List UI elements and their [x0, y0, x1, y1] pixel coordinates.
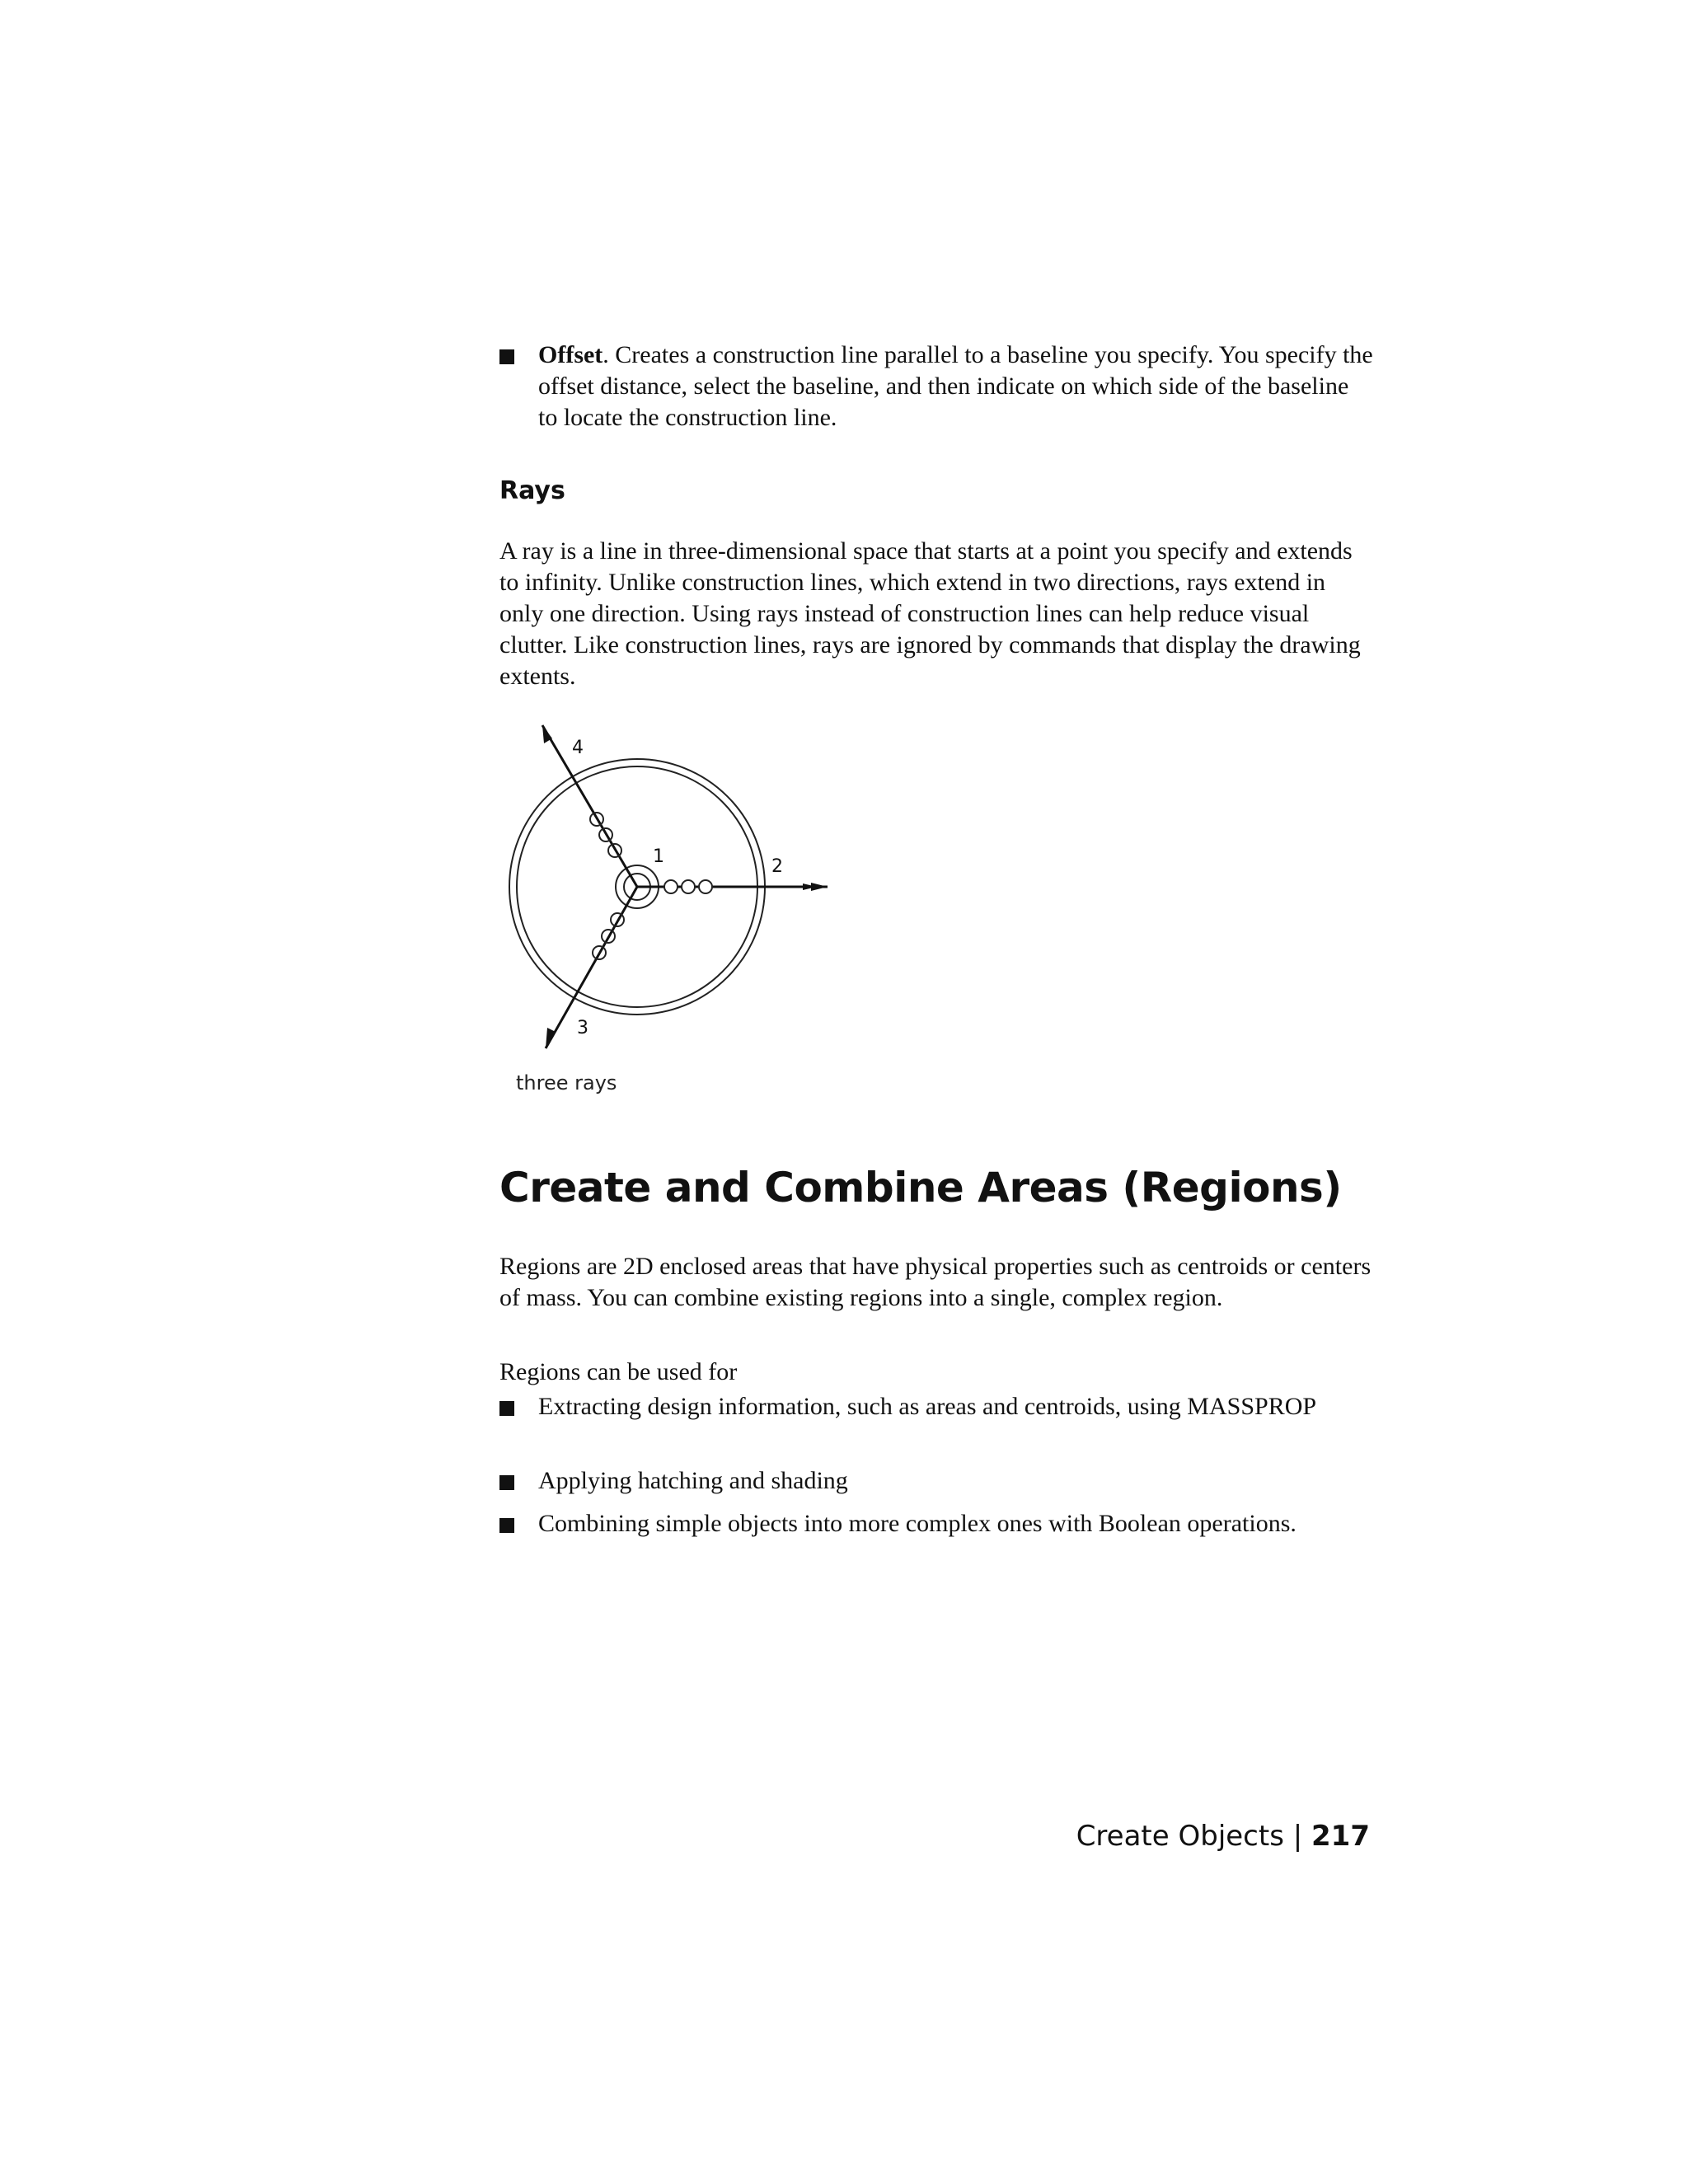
ray-2-marker	[699, 880, 712, 893]
ray-4	[542, 725, 637, 887]
footer-chapter: Create Objects	[1076, 1820, 1284, 1853]
offset-text: . Creates a construction line parallel to a baseline you specify. You specify the offset distance, select the baseline, and then indicate on which side of the baseline to locate the construction line.	[538, 341, 1373, 431]
offset-description	[538, 340, 1373, 434]
ray-3	[546, 887, 637, 1048]
ray-2-marker	[664, 880, 678, 893]
label-4: 4	[572, 738, 584, 758]
offset-bullet-item	[499, 340, 1373, 434]
list-item: Applying hatching and shading	[538, 1467, 848, 1494]
bullet-marker	[499, 1518, 514, 1533]
page-footer	[1076, 1820, 1370, 1853]
bullet-marker	[499, 1401, 514, 1416]
three-rays-diagram	[499, 719, 846, 1106]
rays-paragraph: A ray is a line in three-dimensional space that starts at a point you specify and extends to infinity. Unlike construction lines, which extend in two directions, rays extend in only one direction. Using rays instead of construction lines can help reduce visual clutter. Like construction lines, rays are ignored by commands that display the drawing extents.	[499, 537, 1361, 690]
list-item: Combining simple objects into more complex ones with Boolean operations.	[538, 1510, 1296, 1537]
rays-heading: Rays	[499, 476, 565, 505]
bullet-marker	[499, 349, 514, 364]
three-rays-figure	[499, 719, 846, 1109]
regions-bullet-item	[499, 1391, 1373, 1422]
label-2: 2	[771, 856, 783, 877]
regions-lead: Regions can be used for	[499, 1358, 738, 1385]
list-item: Extracting design information, such as areas and centroids, using MASSPROP	[538, 1393, 1317, 1420]
figure-caption: three rays	[516, 1071, 617, 1094]
label-1: 1	[653, 846, 664, 867]
footer-separator: |	[1292, 1820, 1303, 1853]
page-number: 217	[1311, 1820, 1370, 1853]
section-title: Create and Combine Areas (Regions)	[499, 1164, 1342, 1212]
ray-3-arrowhead	[546, 1028, 556, 1048]
offset-term: Offset	[538, 341, 603, 368]
ray-2-marker	[682, 880, 695, 893]
bullet-marker	[499, 1475, 514, 1490]
label-3: 3	[577, 1018, 588, 1038]
regions-bullet-item	[499, 1508, 1373, 1540]
regions-bullet-item	[499, 1465, 1373, 1497]
regions-intro: Regions are 2D enclosed areas that have physical properties such as centroids or centers of mass. You can combine existing regions into a single, complex region.	[499, 1253, 1372, 1311]
